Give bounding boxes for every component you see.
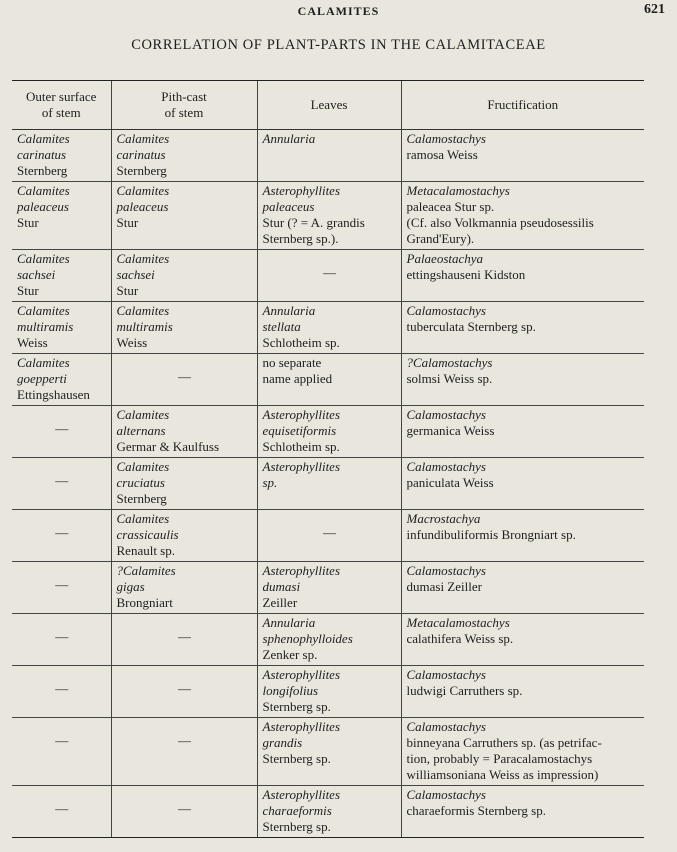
empty-dash: — xyxy=(55,629,69,644)
fructification-cell xyxy=(401,302,644,354)
cell-line: Annularia xyxy=(262,615,316,630)
cell-line: goepperti xyxy=(17,371,67,386)
table-row xyxy=(12,562,644,614)
cell-line: solmsi Weiss sp. xyxy=(406,371,493,386)
header-outer-surface xyxy=(12,81,111,130)
cell-line: germanica Weiss xyxy=(406,423,495,438)
cell-line: Calamites xyxy=(17,183,70,198)
cell-line: Stur xyxy=(116,283,139,298)
cell-line: Calamostachys xyxy=(406,719,486,734)
cell-line: charaeformis xyxy=(262,803,332,818)
leaves-cell xyxy=(257,614,401,666)
page-number: 621 xyxy=(644,2,665,17)
pith-cast-cell xyxy=(111,182,257,250)
cell-line: Calamostachys xyxy=(406,787,486,802)
cell-line: Calamostachys xyxy=(406,563,486,578)
cell-line: paleaceus xyxy=(116,199,169,214)
cell-line: infundibuliformis Brongniart sp. xyxy=(406,527,576,542)
empty-dash: — xyxy=(178,629,191,644)
cell-line: ludwigi Carruthers sp. xyxy=(406,683,523,698)
cell-line: Stur xyxy=(116,215,139,230)
cell-line: ?Calamostachys xyxy=(406,355,493,370)
cell-line: charaeformis Sternberg sp. xyxy=(406,803,546,818)
fructification-cell xyxy=(401,250,644,302)
header-line: Pith-cast xyxy=(161,89,207,104)
cell-line: grandis xyxy=(262,735,303,750)
cell-line: Sternberg sp. xyxy=(262,819,331,834)
empty-dash: — xyxy=(55,681,69,696)
empty-dash: — xyxy=(178,369,191,384)
cell-line: Calamostachys xyxy=(406,303,486,318)
empty-dash: — xyxy=(178,733,191,748)
cell-line: Sternberg xyxy=(116,163,167,178)
cell-line: Asterophyllites xyxy=(262,459,341,474)
table-row xyxy=(12,718,644,786)
table-row xyxy=(12,406,644,458)
header-fructification xyxy=(401,81,644,130)
cell-line: Renault sp. xyxy=(116,543,175,558)
fructification-cell xyxy=(401,458,644,510)
outer-surface-cell xyxy=(12,614,111,666)
pith-cast-cell xyxy=(111,614,257,666)
cell-line: Asterophyllites xyxy=(262,407,341,422)
cell-line: tion, probably = Paracalamostachys xyxy=(406,751,593,766)
cell-line: Grand'Eury). xyxy=(406,231,475,246)
cell-line: dumasi xyxy=(262,579,301,594)
leaves-cell xyxy=(257,562,401,614)
table-body xyxy=(12,130,644,838)
cell-line: ramosa Weiss xyxy=(406,147,478,162)
empty-dash: — xyxy=(178,801,191,816)
leaves-cell xyxy=(257,130,401,182)
leaves-cell xyxy=(257,666,401,718)
cell-line: Zeiller xyxy=(262,595,298,610)
pith-cast-cell xyxy=(111,130,257,182)
cell-line: Calamites xyxy=(17,131,70,146)
cell-line: crassicaulis xyxy=(116,527,179,542)
cell-line: Asterophyllites xyxy=(262,719,341,734)
cell-line: Annularia xyxy=(262,131,316,146)
leaves-cell xyxy=(257,718,401,786)
pith-cast-cell xyxy=(111,354,257,406)
fructification-cell xyxy=(401,562,644,614)
leaves-cell xyxy=(257,182,401,250)
outer-surface-cell xyxy=(12,666,111,718)
pith-cast-cell xyxy=(111,786,257,838)
correlation-table-wrapper xyxy=(12,80,644,838)
cell-line: Calamostachys xyxy=(406,459,486,474)
fructification-cell xyxy=(401,406,644,458)
empty-dash: — xyxy=(55,577,69,592)
cell-line: Ettingshausen xyxy=(17,387,90,402)
table-header xyxy=(12,81,644,130)
pith-cast-cell xyxy=(111,250,257,302)
leaves-cell xyxy=(257,786,401,838)
table-row xyxy=(12,182,644,250)
cell-line: ettingshauseni Kidston xyxy=(406,267,526,282)
cell-line: calathifera Weiss sp. xyxy=(406,631,514,646)
cell-line: Sternberg xyxy=(17,163,68,178)
leaves-cell xyxy=(257,250,401,302)
fructification-cell xyxy=(401,182,644,250)
running-head xyxy=(0,2,677,20)
cell-line: williamsoniana Weiss as impression) xyxy=(406,767,599,782)
leaves-cell xyxy=(257,406,401,458)
table-row xyxy=(12,354,644,406)
leaves-cell xyxy=(257,354,401,406)
pith-cast-cell xyxy=(111,510,257,562)
pith-cast-cell xyxy=(111,562,257,614)
pith-cast-cell xyxy=(111,406,257,458)
cell-line: paleaceus xyxy=(262,199,315,214)
empty-dash: — xyxy=(55,801,69,816)
outer-surface-cell xyxy=(12,302,111,354)
header-line: Fructification xyxy=(487,97,559,112)
cell-line: Schlotheim sp. xyxy=(262,439,340,454)
cell-line: Asterophyllites xyxy=(262,183,341,198)
cell-line: Schlotheim sp. xyxy=(262,335,340,350)
fructification-cell xyxy=(401,510,644,562)
table-row xyxy=(12,666,644,718)
cell-line: ?Calamites xyxy=(116,563,176,578)
header-line: Leaves xyxy=(310,97,348,112)
cell-line: Calamites xyxy=(116,131,170,146)
cell-line: carinatus xyxy=(116,147,166,162)
table-row xyxy=(12,250,644,302)
header-line: of stem xyxy=(164,105,204,120)
outer-surface-cell xyxy=(12,130,111,182)
pith-cast-cell xyxy=(111,666,257,718)
cell-line: Germar & Kaulfuss xyxy=(116,439,220,454)
header-line: of stem xyxy=(41,105,81,120)
empty-dash: — xyxy=(55,473,69,488)
table-row xyxy=(12,302,644,354)
fructification-cell xyxy=(401,666,644,718)
table-row xyxy=(12,510,644,562)
pith-cast-cell xyxy=(111,718,257,786)
outer-surface-cell xyxy=(12,250,111,302)
cell-line: Calamites xyxy=(116,251,170,266)
cell-line: sachsei xyxy=(17,267,56,282)
cell-line: Annularia xyxy=(262,303,316,318)
cell-line: Macrostachya xyxy=(406,511,481,526)
cell-line: Sternberg xyxy=(116,491,167,506)
header-pith-cast xyxy=(111,81,257,130)
cell-line: Calamostachys xyxy=(406,407,486,422)
cell-line: paniculata Weiss xyxy=(406,475,494,490)
fructification-cell xyxy=(401,130,644,182)
empty-dash: — xyxy=(55,525,69,540)
cell-line: Stur xyxy=(17,215,39,230)
cell-line: cruciatus xyxy=(116,475,165,490)
header-line: Outer surface xyxy=(26,89,97,104)
cell-line: alternans xyxy=(116,423,166,438)
cell-line: name applied xyxy=(262,371,333,386)
outer-surface-cell xyxy=(12,458,111,510)
pith-cast-cell xyxy=(111,458,257,510)
outer-surface-cell xyxy=(12,406,111,458)
cell-line: multiramis xyxy=(17,319,74,334)
cell-line: Calamites xyxy=(116,407,170,422)
correlation-table xyxy=(12,80,644,838)
fructification-cell xyxy=(401,354,644,406)
cell-line: Sternberg sp. xyxy=(262,699,331,714)
empty-dash: — xyxy=(178,681,191,696)
cell-line: Calamostachys xyxy=(406,131,486,146)
outer-surface-cell xyxy=(12,562,111,614)
cell-line: Calamites xyxy=(17,303,70,318)
empty-dash: — xyxy=(55,421,69,436)
empty-dash: — xyxy=(323,265,336,280)
cell-line: tuberculata Sternberg sp. xyxy=(406,319,536,334)
table-row xyxy=(12,786,644,838)
cell-line: stellata xyxy=(262,319,301,334)
cell-line: Calamites xyxy=(17,355,70,370)
cell-line: Sternberg sp. xyxy=(262,751,331,766)
cell-line: Asterophyllites xyxy=(262,667,341,682)
leaves-cell xyxy=(257,302,401,354)
header-leaves xyxy=(257,81,401,130)
cell-line: binneyana Carruthers sp. (as petrifac- xyxy=(406,735,602,750)
cell-line: Stur (? = A. grandis xyxy=(262,215,365,230)
cell-line: paleaceus xyxy=(17,199,69,214)
cell-line: (Cf. also Volkmannia pseudosessilis xyxy=(406,215,594,230)
fructification-cell xyxy=(401,614,644,666)
cell-line: dumasi Zeiller xyxy=(406,579,482,594)
pith-cast-cell xyxy=(111,302,257,354)
outer-surface-cell xyxy=(12,182,111,250)
cell-line: Palaeostachya xyxy=(406,251,484,266)
table-row xyxy=(12,458,644,510)
outer-surface-cell xyxy=(12,718,111,786)
outer-surface-cell xyxy=(12,786,111,838)
leaves-cell xyxy=(257,458,401,510)
cell-line: paleacea Stur sp. xyxy=(406,199,495,214)
empty-dash: — xyxy=(55,733,69,748)
table-title: CORRELATION OF PLANT-PARTS IN THE CALAMITACEAE xyxy=(131,37,546,53)
fructification-cell xyxy=(401,718,644,786)
cell-line: sp. xyxy=(262,475,278,490)
cell-line: multiramis xyxy=(116,319,173,334)
cell-line: Calamites xyxy=(17,251,70,266)
cell-line: sphenophylloides xyxy=(262,631,353,646)
cell-line: Weiss xyxy=(17,335,48,350)
cell-line: Stur xyxy=(17,283,39,298)
cell-line: Sternberg sp.). xyxy=(262,231,339,246)
table-row xyxy=(12,130,644,182)
cell-line: Weiss xyxy=(116,335,148,350)
cell-line: Metacalamostachys xyxy=(406,615,510,630)
running-title: CALAMITES xyxy=(297,4,380,18)
leaves-cell xyxy=(257,510,401,562)
cell-line: Brongniart xyxy=(116,595,173,610)
cell-line: carinatus xyxy=(17,147,67,162)
table-row xyxy=(12,614,644,666)
cell-line: Asterophyllites xyxy=(262,787,341,802)
cell-line: Metacalamostachys xyxy=(406,183,510,198)
cell-line: no separate xyxy=(262,355,322,370)
cell-line: Calamites xyxy=(116,303,170,318)
cell-line: Asterophyllites xyxy=(262,563,341,578)
cell-line: sachsei xyxy=(116,267,155,282)
empty-dash: — xyxy=(323,525,336,540)
cell-line: equisetiformis xyxy=(262,423,337,438)
cell-line: gigas xyxy=(116,579,145,594)
cell-line: Calamites xyxy=(116,511,170,526)
cell-line: Calamites xyxy=(116,459,170,474)
cell-line: Calamostachys xyxy=(406,667,486,682)
fructification-cell xyxy=(401,786,644,838)
header-row xyxy=(12,81,644,130)
cell-line: longifolius xyxy=(262,683,319,698)
outer-surface-cell xyxy=(12,510,111,562)
cell-line: Calamites xyxy=(116,183,170,198)
cell-line: Zenker sp. xyxy=(262,647,318,662)
outer-surface-cell xyxy=(12,354,111,406)
